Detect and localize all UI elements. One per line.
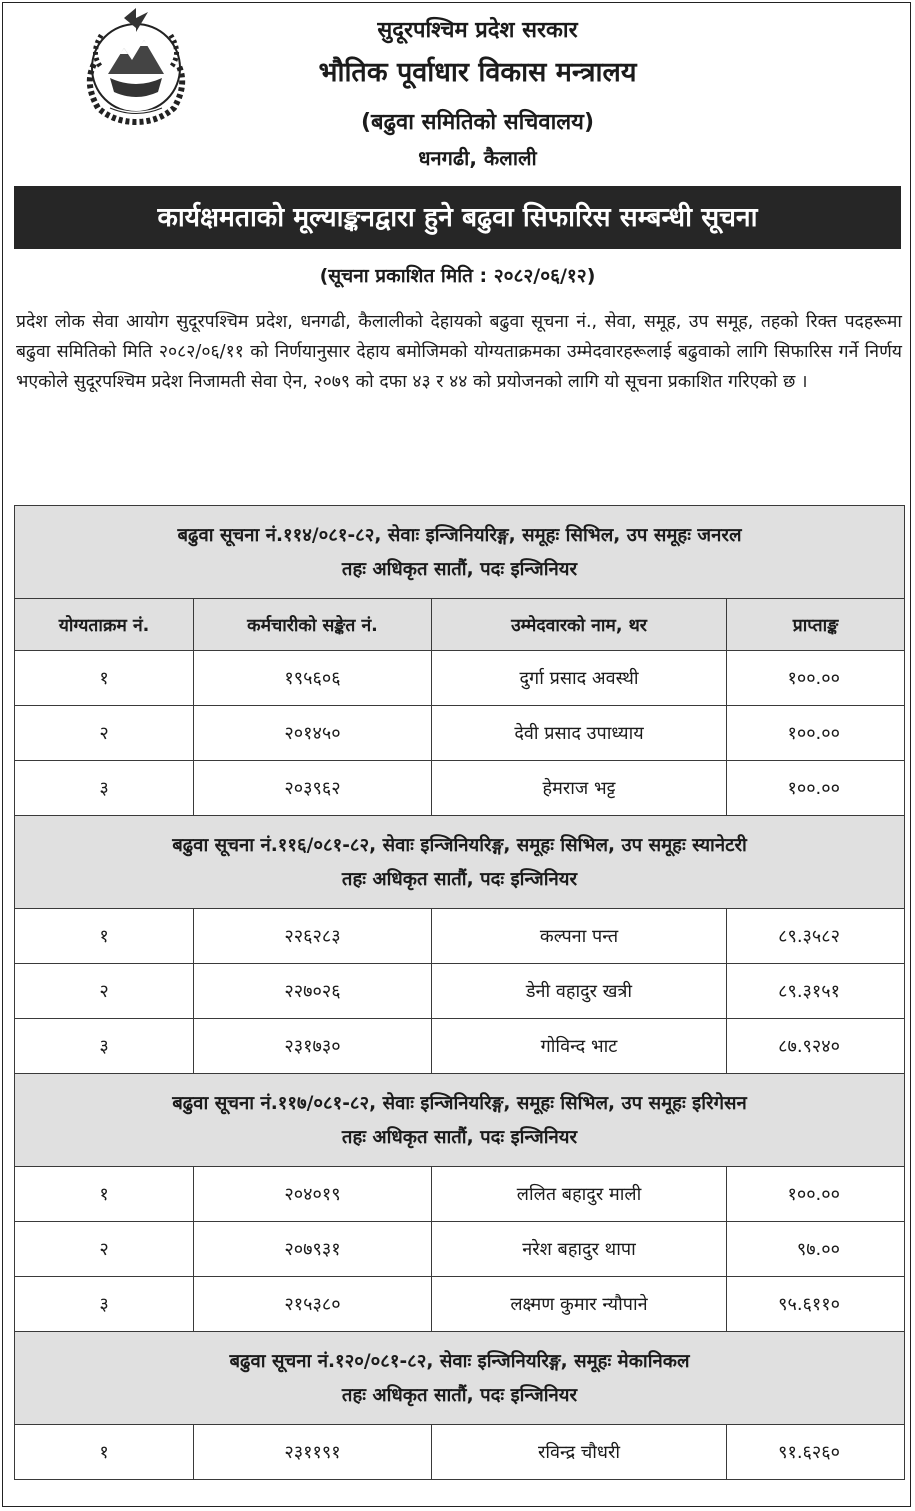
office-location: धनगढी, कैलाली xyxy=(418,146,537,170)
name-cell: देवी प्रसाद उपाध्याय xyxy=(432,706,727,761)
rank-cell: २ xyxy=(15,706,194,761)
rank-cell: ३ xyxy=(15,1019,194,1074)
code-cell: १९५६०६ xyxy=(194,651,432,706)
name-cell: लक्ष्मण कुमार न्यौपाने xyxy=(432,1277,727,1332)
name-cell: कल्पना पन्त xyxy=(432,909,727,964)
score-cell: ९७.०० xyxy=(727,1222,905,1277)
code-cell: २३१७३० xyxy=(194,1019,432,1074)
rank-cell: ३ xyxy=(15,761,194,816)
group-level-line: तहः अधिकृत सातौं, पदः इन्जिनियर xyxy=(341,1127,578,1148)
table-row xyxy=(15,1167,905,1222)
group-header xyxy=(15,1074,905,1167)
table-row xyxy=(15,1222,905,1277)
score-cell: ८९.३५८२ xyxy=(727,909,905,964)
col-code: कर्मचारीको सङ्केत नं. xyxy=(194,599,432,651)
code-cell: २२६२८३ xyxy=(194,909,432,964)
score-cell: ९५.६११० xyxy=(727,1277,905,1332)
rank-cell: २ xyxy=(15,1222,194,1277)
notice-title: कार्यक्षमताको मूल्याङ्कनद्वारा हुने बढुवा सिफारिस सम्बन्धी सूचना xyxy=(14,186,901,249)
name-cell: गोविन्द भाट xyxy=(432,1019,727,1074)
group-level-line: तहः अधिकृत सातौं, पदः इन्जिनियर xyxy=(341,869,578,890)
score-cell: १००.०० xyxy=(727,1167,905,1222)
code-cell: २३११९१ xyxy=(194,1425,432,1480)
publication-date: (सूचना प्रकाशित मिति : २०८२/०६/१२) xyxy=(319,265,596,287)
table-row xyxy=(15,1019,905,1074)
score-cell: १००.०० xyxy=(727,761,905,816)
table-row xyxy=(15,909,905,964)
code-cell: २२७०२६ xyxy=(194,964,432,1019)
rank-cell: १ xyxy=(15,1425,194,1480)
table-row xyxy=(15,706,905,761)
group-notice-line: बढुवा सूचना नं.१२०/०८१-८२, सेवाः इन्जिनियरिङ्ग, समूहः मेकानिकल xyxy=(229,1351,690,1372)
score-cell: ८७.९२४० xyxy=(727,1019,905,1074)
code-cell: २१५३८० xyxy=(194,1277,432,1332)
rank-cell: १ xyxy=(15,1167,194,1222)
table-row xyxy=(15,761,905,816)
group-header xyxy=(15,1332,905,1425)
table-row xyxy=(15,1277,905,1332)
code-cell: २०३९६२ xyxy=(194,761,432,816)
group-level-line: तहः अधिकृत सातौं, पदः इन्जिनियर xyxy=(341,1385,578,1406)
group-notice-line: बढुवा सूचना नं.११४/०८१-८२, सेवाः इन्जिनियरिङ्ग, समूहः सिभिल, उप समूहः जनरल xyxy=(177,525,742,546)
table-row xyxy=(15,964,905,1019)
group-header xyxy=(15,816,905,909)
rank-cell: १ xyxy=(15,651,194,706)
secretariat-name: (बढुवा समितिको सचिवालय) xyxy=(360,110,594,135)
column-headers xyxy=(15,599,905,651)
name-cell: ललित बहादुर माली xyxy=(432,1167,727,1222)
rank-cell: १ xyxy=(15,909,194,964)
score-cell: ९१.६२६० xyxy=(727,1425,905,1480)
promotion-table xyxy=(14,505,905,1480)
group-header xyxy=(15,506,905,599)
name-cell: दुर्गा प्रसाद अवस्थी xyxy=(432,651,727,706)
rank-cell: ३ xyxy=(15,1277,194,1332)
table-row xyxy=(15,651,905,706)
notice-body: प्रदेश लोक सेवा आयोग सुदूरपश्चिम प्रदेश, धनगढी, कैलालीको देहायको बढुवा सूचना नं., सेवा, समूह, उप समूह, तहको रिक्त पदहरूमा बढुवा समितिको मिति २०८२/०६/११ को निर्णयानुसार देहाय बमोजिमको योग्यताक्रमका उम्मेदवारहरूलाई बढुवाको लागि सिफारिस गर्ने निर्णय भएकोले सुदूरपश्चिम प्रदेश निजामती सेवा ऐन, २०७९ को दफा ४३ र ४४ को प्रयोजनको लागि यो सूचना प्रकाशित गरिएको छ । xyxy=(16,312,902,392)
group-level-line: तहः अधिकृत सातौं, पदः इन्जिनियर xyxy=(341,559,578,580)
name-cell: नरेश बहादुर थापा xyxy=(432,1222,727,1277)
score-cell: १००.०० xyxy=(727,706,905,761)
code-cell: २०१४५० xyxy=(194,706,432,761)
name-cell: डेनी वहादुर खत्री xyxy=(432,964,727,1019)
col-rank: योग्यताक्रम नं. xyxy=(15,599,194,651)
col-score: प्राप्ताङ्क xyxy=(727,599,905,651)
name-cell: हेमराज भट्ट xyxy=(432,761,727,816)
code-cell: २०७९३१ xyxy=(194,1222,432,1277)
name-cell: रविन्द्र चौधरी xyxy=(432,1425,727,1480)
ministry-name: भौतिक पूर्वाधार विकास मन्त्रालय xyxy=(318,57,637,88)
score-cell: ८९.३१५१ xyxy=(727,964,905,1019)
rank-cell: २ xyxy=(15,964,194,1019)
code-cell: २०४०१९ xyxy=(194,1167,432,1222)
group-notice-line: बढुवा सूचना नं.११७/०८१-८२, सेवाः इन्जिनियरिङ्ग, समूहः सिभिल, उप समूहः इरिगेसन xyxy=(172,1093,747,1114)
government-name: सुदूरपश्चिम प्रदेश सरकार xyxy=(377,18,578,43)
col-name: उम्मेदवारको नाम, थर xyxy=(432,599,727,651)
score-cell: १००.०० xyxy=(727,651,905,706)
table-row xyxy=(15,1425,905,1480)
group-notice-line: बढुवा सूचना नं.११६/०८१-८२, सेवाः इन्जिनियरिङ्ग, समूहः सिभिल, उप समूहः स्यानेटरी xyxy=(172,835,747,856)
